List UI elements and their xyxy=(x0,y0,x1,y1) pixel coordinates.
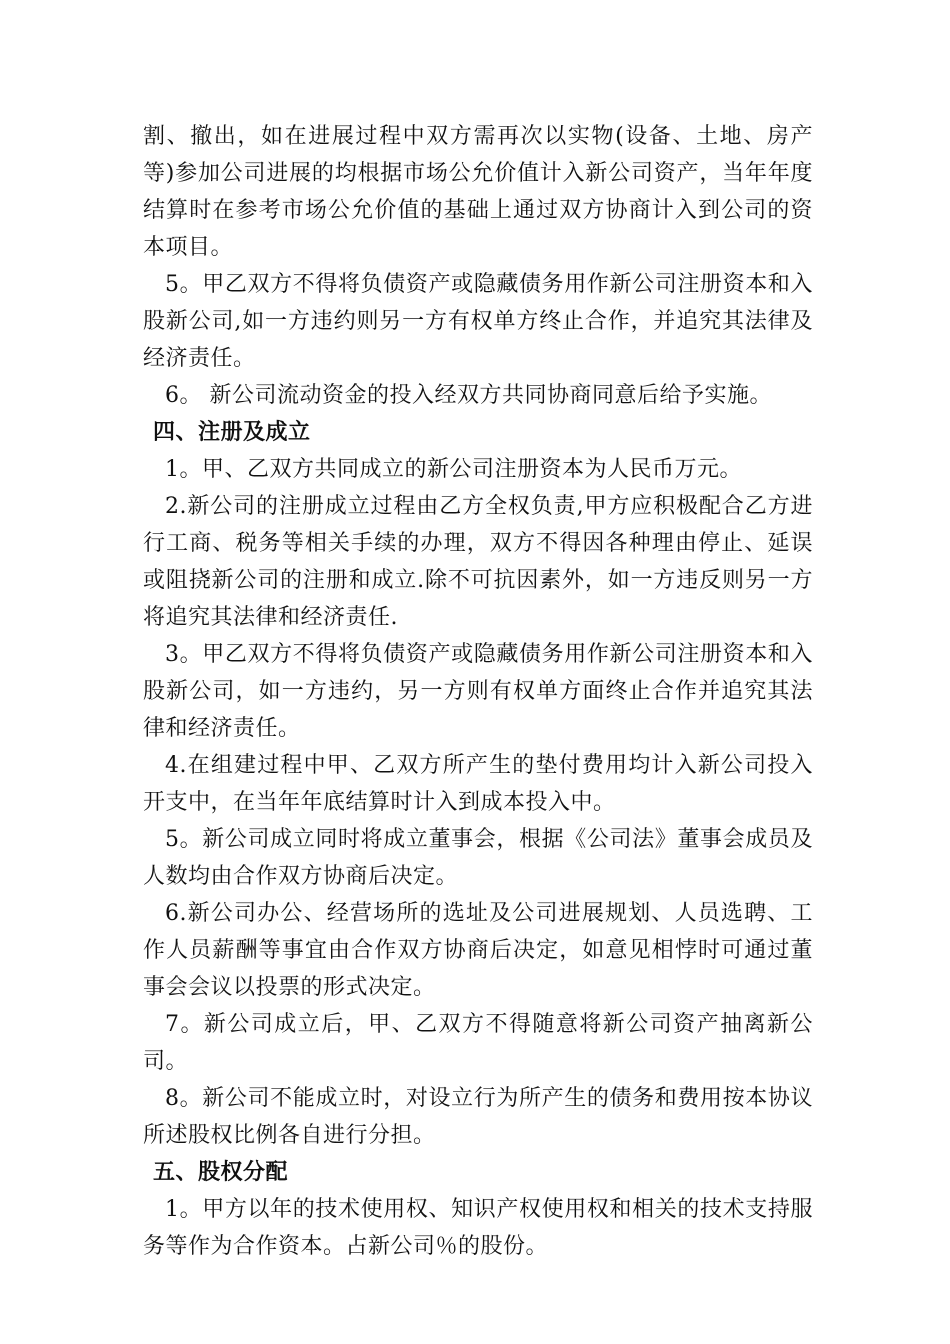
paragraph-section4-item6: 6.新公司办公、经营场所的选址及公司进展规划、人员选聘、工作人员薪酬等事宜由合作双方协商后决定，如意见相悖时可通过董事会会议以投票的形式决定。 xyxy=(143,901,813,1000)
paragraph-section5-item1: 1。甲方以年的技术使用权、知识产权使用权和相关的技术支持服务等作为合作资本。占新公司％的股份。 xyxy=(143,1197,813,1259)
paragraph-continuation: 割、撤出，如在进展过程中双方需再次以实物(设备、土地、房产等)参加公司进展的均根据市场公允价值计入新公司资产，当年年度结算时在参考市场公允价值的基础上通过双方协商计入到公司的资本项目。 xyxy=(143,124,813,260)
paragraph-section4-item3: 3。甲乙双方不得将负债资产或隐藏债务用作新公司注册资本和入股新公司，如一方违约，另一方则有权单方面终止合作并追究其法律和经济责任。 xyxy=(143,642,813,741)
paragraph-section4-item4: 4.在组建过程中甲、乙双方所产生的垫付费用均计入新公司投入开支中，在当年年底结算时计入到成本投入中。 xyxy=(143,753,813,815)
paragraph-section3-item6: 6。 新公司流动资金的投入经双方共同协商同意后给予实施。 xyxy=(165,383,772,408)
section-heading-registration: 四、注册及成立 xyxy=(153,420,311,445)
paragraph-section3-item5: 5。甲乙双方不得将负债资产或隐藏债务用作新公司注册资本和入股新公司,如一方违约则另一方有权单方终止合作，并追究其法律及经济责任。 xyxy=(143,272,813,371)
paragraph-section4-item2: 2.新公司的注册成立过程由乙方全权负责,甲方应积极配合乙方进行工商、税务等相关手续的办理，双方不得因各种理由停止、延误或阻挠新公司的注册和成立.除不可抗因素外，如一方违反则另一方将追究其法律和经济责任. xyxy=(143,494,813,630)
section-heading-equity: 五、股权分配 xyxy=(153,1160,289,1185)
paragraph-section4-item1: 1。甲、乙双方共同成立的新公司注册资本为人民币万元。 xyxy=(165,457,742,482)
paragraph-section4-item5: 5。新公司成立同时将成立董事会，根据《公司法》董事会成员及人数均由合作双方协商后决定。 xyxy=(143,827,813,889)
paragraph-section4-item7: 7。新公司成立后，甲、乙双方不得随意将新公司资产抽离新公司。 xyxy=(143,1012,813,1074)
paragraph-section4-item8: 8。新公司不能成立时，对设立行为所产生的债务和费用按本协议所述股权比例各自进行分担。 xyxy=(143,1086,813,1148)
document-page xyxy=(143,118,813,1265)
